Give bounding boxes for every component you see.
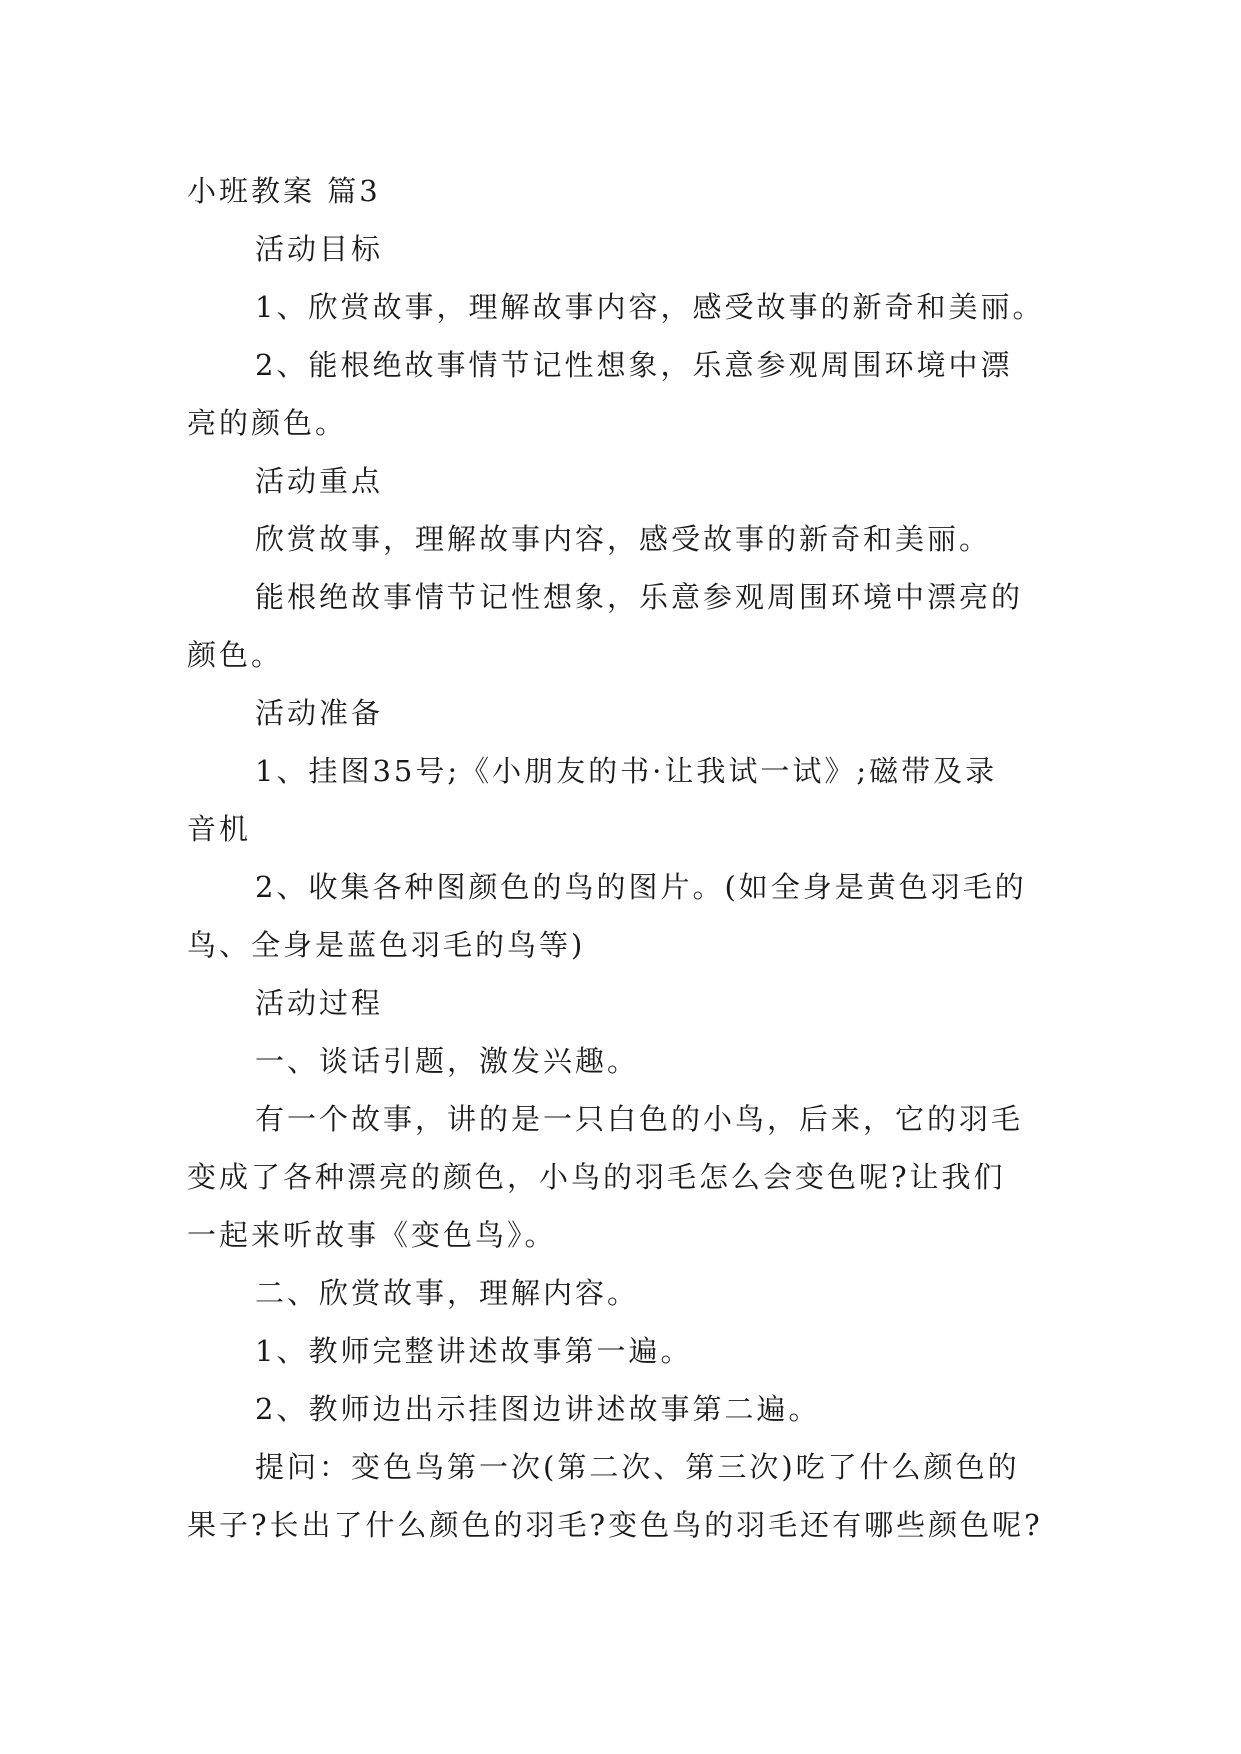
paragraph-line: 颜色。 — [187, 638, 284, 672]
document-title: 小班教案 篇3 — [187, 174, 381, 208]
paragraph-line: 变成了各种漂亮的颜色，小鸟的羽毛怎么会变色呢?让我们 — [187, 1160, 1006, 1194]
paragraph-line: 音机 — [187, 812, 252, 846]
paragraph-line: 有一个故事，讲的是一只白色的小鸟，后来，它的羽毛 — [255, 1102, 1024, 1136]
section-heading-focus: 活动重点 — [255, 464, 384, 498]
paragraph-line: 一、谈话引题，激发兴趣。 — [255, 1044, 640, 1078]
section-heading-preparation: 活动准备 — [255, 696, 384, 730]
document-body — [187, 162, 1057, 1554]
paragraph-line: 欣赏故事，理解故事内容，感受故事的新奇和美丽。 — [255, 522, 992, 556]
paragraph-line: 1、教师完整讲述故事第一遍。 — [255, 1334, 693, 1368]
paragraph-line: 鸟、全身是蓝色羽毛的鸟等) — [187, 928, 586, 962]
paragraph-line: 果子?长出了什么颜色的羽毛?变色鸟的羽毛还有哪些颜色呢? — [187, 1508, 1043, 1542]
paragraph-line: 二、欣赏故事，理解内容。 — [255, 1276, 640, 1310]
paragraph-line: 2、能根绝故事情节记性想象，乐意参观周围环境中漂 — [255, 348, 1013, 382]
paragraph-line: 一起来听故事《变色鸟》。 — [187, 1218, 557, 1252]
paragraph-line: 提问：变色鸟第一次(第二次、第三次)吃了什么颜色的 — [255, 1450, 1020, 1484]
paragraph-line: 1、挂图35号;《小朋友的书·让我试一试》;磁带及录 — [255, 754, 998, 788]
paragraph-line: 能根绝故事情节记性想象，乐意参观周围环境中漂亮的 — [255, 580, 1024, 614]
paragraph-line: 亮的颜色。 — [187, 406, 348, 440]
paragraph-line: 2、收集各种图颜色的鸟的图片。(如全身是黄色羽毛的 — [255, 870, 1027, 904]
paragraph-line: 1、欣赏故事，理解故事内容，感受故事的新奇和美丽。 — [255, 290, 1045, 324]
section-heading-goals: 活动目标 — [255, 232, 384, 266]
paragraph-line: 2、教师边出示挂图边讲述故事第二遍。 — [255, 1392, 821, 1426]
section-heading-process: 活动过程 — [255, 986, 384, 1020]
